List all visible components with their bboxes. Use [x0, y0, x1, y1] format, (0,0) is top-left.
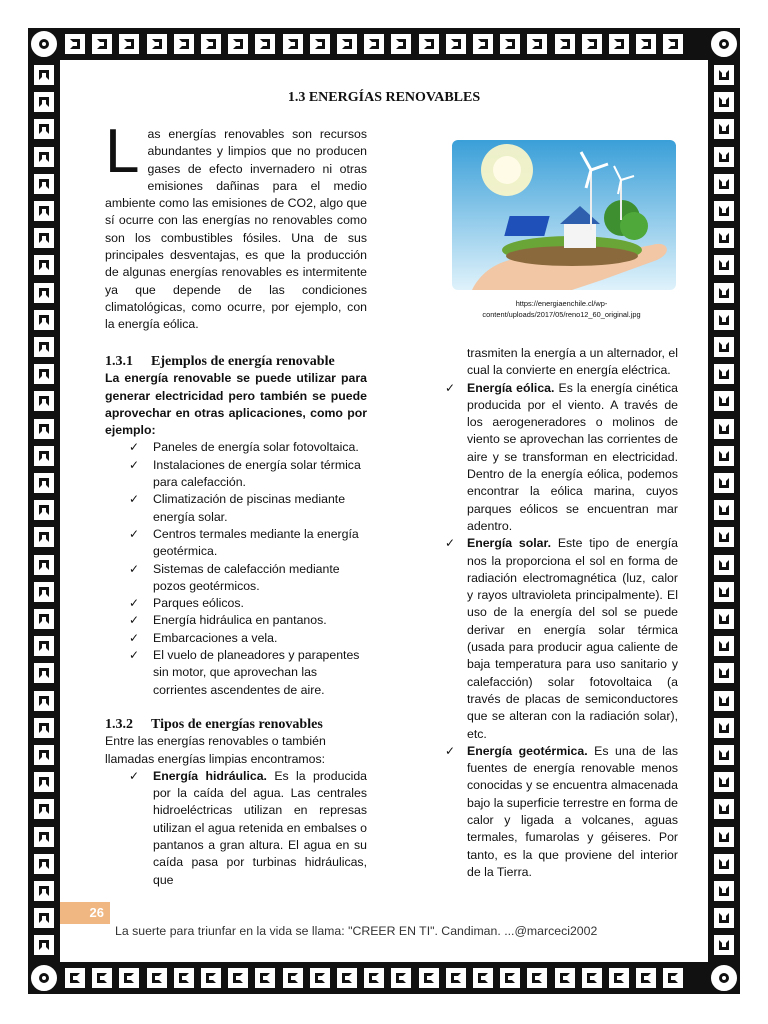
border-key-tile	[31, 225, 57, 251]
section-intro: La energía renovable se puede utilizar para generar electricidad pero también se puede aprovechar en otras aplicaciones, como por ejemplo:	[105, 371, 367, 438]
list-item-paragraph	[467, 535, 678, 743]
border-key-tile	[443, 31, 469, 57]
list-item-text: Es la energía cinética producida por el viento. A través de los aerogeneradores o molinos de viento se aprovechan las corrientes de aire y se transforman en electricidad. Dentro de la energía eólica, podemos encontrar la eólica marina, cuyos parques eólicos se encuentran mar adentro.	[467, 380, 678, 533]
border-key-tile	[388, 965, 414, 991]
border-key-tile	[31, 633, 57, 659]
border-key-tile	[198, 965, 224, 991]
right-column	[445, 345, 678, 881]
border-key-tile	[711, 361, 737, 387]
list-item	[105, 439, 367, 456]
border-key-tile	[307, 965, 333, 991]
border-key-tile	[711, 742, 737, 768]
border-key-tile	[606, 965, 632, 991]
border-key-tile	[711, 225, 737, 251]
checkmark-icon: ✓	[129, 440, 140, 455]
list-item-text: Embarcaciones a vela.	[153, 630, 278, 645]
list-item	[105, 457, 367, 492]
border-key-tile	[711, 660, 737, 686]
border-key-tile	[31, 715, 57, 741]
border-key-tile	[416, 31, 442, 57]
border-key-tile	[116, 965, 142, 991]
checkmark-icon: ✓	[129, 630, 140, 645]
border-key-tile	[711, 198, 737, 224]
border-key-tile	[711, 524, 737, 550]
border-key-tile	[31, 824, 57, 850]
intro-paragraph	[105, 117, 367, 334]
list-item-text: Parques eólicos.	[153, 596, 244, 611]
border-key-tile	[171, 965, 197, 991]
border-key-tile	[31, 878, 57, 904]
border-key-tile	[497, 31, 523, 57]
section-heading-types	[105, 716, 367, 733]
border-key-tile	[334, 31, 360, 57]
list-item	[445, 743, 678, 881]
image-caption: https://energiaenchile.cl/wp-content/uploads/2017/05/reno12_60_original.jpg	[482, 299, 641, 319]
border-key-tile	[524, 965, 550, 991]
border-key-tile	[361, 31, 387, 57]
section-intro: Entre las energías renovables o también llamadas energías limpias encontramos:	[105, 734, 326, 766]
list-item-text: Sistemas de calefacción mediante pozos geotérmicos.	[153, 561, 340, 593]
list-item-term: Energía eólica.	[467, 380, 555, 395]
border-key-tile	[31, 198, 57, 224]
border-key-tile	[31, 769, 57, 795]
list-item-paragraph	[467, 380, 678, 536]
border-key-tile	[225, 965, 251, 991]
border-key-tile	[711, 579, 737, 605]
border-key-tile	[711, 280, 737, 306]
border-key-tile	[31, 388, 57, 414]
border-key-tile	[31, 252, 57, 278]
border-corner-circle	[31, 31, 57, 57]
section-types	[105, 716, 367, 889]
list-item	[105, 647, 367, 699]
footer-quote: La suerte para triunfar en la vida se llama: "CREER EN TI". Candiman. ...@marceci2002	[115, 924, 598, 938]
section-heading-text: Tipos de energías renovables	[151, 717, 323, 732]
checkmark-icon: ✓	[445, 743, 456, 758]
border-corner-circle	[711, 965, 737, 991]
list-item	[445, 380, 678, 536]
border-key-tile	[252, 965, 278, 991]
intro-paragraph-block	[105, 117, 367, 334]
section-number: 1.3.1	[105, 354, 133, 369]
list-item-text: Este tipo de energía nos la proporciona el sol en forma de radiación electromagnética (luz, calor y rayos ultravioleta principalmente). El uso de la energía del sol se puede derivar en energía solar térmica (usada para producir agua caliente de baja temperatura para uso sanitario y calefacción) solar fotovoltaica (a través de placas de semiconductores que se alteran con la radiación solar), etc.	[467, 536, 679, 741]
border-key-tile	[552, 31, 578, 57]
list-item-paragraph	[153, 768, 367, 889]
border-key-tile	[31, 932, 57, 958]
list-item	[105, 630, 367, 647]
checkmark-icon: ✓	[129, 526, 140, 541]
border-key-tile	[31, 552, 57, 578]
border-key-tile	[171, 31, 197, 57]
drop-cap: L	[105, 117, 140, 186]
border-key-tile	[31, 497, 57, 523]
border-key-tile	[552, 965, 578, 991]
list-item	[445, 535, 678, 743]
list-item	[105, 491, 367, 526]
border-key-tile	[711, 62, 737, 88]
border-key-tile	[31, 579, 57, 605]
border-key-tile	[633, 31, 659, 57]
border-key-tile	[579, 31, 605, 57]
border-key-tile	[144, 31, 170, 57]
border-key-tile	[711, 796, 737, 822]
border-key-tile	[711, 307, 737, 333]
list-item-text: Instalaciones de energía solar térmica para calefacción.	[153, 457, 361, 490]
border-key-tile	[31, 470, 57, 496]
border-key-tile	[711, 171, 737, 197]
list-item-text: Climatización de piscinas mediante energía solar.	[153, 492, 346, 524]
border-key-tile	[711, 470, 737, 496]
border-key-tile	[711, 606, 737, 632]
energy-types-list	[445, 380, 678, 882]
border-key-tile	[711, 851, 737, 877]
border-key-tile	[711, 443, 737, 469]
border-key-tile	[711, 688, 737, 714]
border-key-tile	[31, 796, 57, 822]
border-key-tile	[711, 878, 737, 904]
border-key-tile	[711, 334, 737, 360]
border-key-tile	[31, 524, 57, 550]
list-item	[105, 526, 367, 561]
border-key-tile	[31, 89, 57, 115]
border-key-tile	[116, 31, 142, 57]
intro-text: as energías renovables son recursos abundantes y limpios que no producen gases de efecto invernadero ni otras emisiones dañinas para el medio ambiente como las emisiones de CO2, algo que sí ocurre con las energías no renovables como son los combustibles fósiles. Una de sus principales desventajas, es que la producción de algunas energías renovables es intermitente ya que depende de las condiciones climatológicas, como ocurre, por ejemplo, con la energía eólica.	[105, 127, 367, 332]
border-key-tile	[470, 31, 496, 57]
border-key-tile	[252, 31, 278, 57]
border-key-tile	[711, 388, 737, 414]
border-key-tile	[660, 31, 686, 57]
border-key-tile	[497, 965, 523, 991]
section-examples	[105, 353, 367, 699]
border-key-tile	[31, 307, 57, 333]
border-key-tile	[31, 171, 57, 197]
border-key-tile	[416, 965, 442, 991]
checkmark-icon: ✓	[129, 457, 140, 472]
page-content	[60, 60, 708, 962]
section-heading-examples	[105, 353, 367, 370]
border-key-tile	[31, 116, 57, 142]
border-key-tile	[443, 965, 469, 991]
section-number: 1.3.2	[105, 717, 133, 732]
list-item-text: Paneles de energía solar fotovoltaica.	[153, 440, 359, 455]
checkmark-icon: ✓	[129, 492, 140, 507]
border-key-tile	[388, 31, 414, 57]
page-title: 1.3 ENERGÍAS RENOVABLES	[287, 90, 481, 105]
border-key-tile	[711, 633, 737, 659]
list-item-text: Es una de las fuentes de energía renovable menos conocidas y se encuentra almacenada bajo la superficie terrestre en forma de calor y ligada a volcanes, aguas termales, fumarolas y géiseres. Por tanto, es la que proviene del interior de la Tierra.	[467, 743, 678, 879]
continuation-text: trasmiten la energía a un alternador, el cual la convierte en energía eléctrica.	[467, 346, 678, 378]
examples-list	[105, 439, 367, 698]
border-key-tile	[31, 280, 57, 306]
border-key-tile	[31, 660, 57, 686]
border-key-tile	[711, 715, 737, 741]
border-key-tile	[711, 769, 737, 795]
checkmark-icon: ✓	[129, 613, 140, 628]
border-key-tile	[31, 851, 57, 877]
border-key-tile	[307, 31, 333, 57]
list-item-text: El vuelo de planeadores y parapentes sin motor, que aprovechan las corrientes ascendentes de aire.	[153, 648, 360, 697]
page-number: 26	[60, 902, 110, 924]
checkmark-icon: ✓	[445, 380, 456, 395]
border-key-tile	[280, 965, 306, 991]
list-item	[105, 595, 367, 612]
border-key-tile	[89, 965, 115, 991]
border-key-tile	[711, 497, 737, 523]
border-key-tile	[606, 31, 632, 57]
border-key-tile	[89, 31, 115, 57]
renewable-energy-illustration	[452, 140, 676, 290]
border-key-tile	[711, 144, 737, 170]
border-key-tile	[711, 905, 737, 931]
border-key-tile	[470, 965, 496, 991]
checkmark-icon: ✓	[445, 536, 456, 551]
border-key-tile	[711, 552, 737, 578]
border-key-tile	[31, 416, 57, 442]
border-key-tile	[711, 116, 737, 142]
checkmark-icon: ✓	[129, 596, 140, 611]
border-key-tile	[198, 31, 224, 57]
border-key-tile	[144, 965, 170, 991]
section-heading-text: Ejemplos de energía renovable	[151, 354, 335, 369]
list-item	[105, 612, 367, 629]
list-item	[105, 768, 367, 889]
list-item-text: Es la producida por la caída del agua. Las centrales hidroeléctricas utilizan en represas utilizan el agua retenida en embalses o pantanos a gran altura. El agua en su caída pasa por turbinas hidráulicas, que	[153, 768, 368, 887]
border-key-tile	[334, 965, 360, 991]
list-item	[105, 561, 367, 596]
list-item-text: Centros termales mediante la energía geotérmica.	[153, 526, 359, 559]
border-key-tile	[711, 932, 737, 958]
border-key-tile	[31, 361, 57, 387]
list-item-text: Energía hidráulica en pantanos.	[153, 613, 327, 628]
list-item-paragraph	[467, 743, 678, 881]
border-key-tile	[31, 688, 57, 714]
border-key-tile	[711, 824, 737, 850]
border-key-tile	[225, 31, 251, 57]
checkmark-icon: ✓	[129, 768, 140, 783]
border-key-tile	[711, 416, 737, 442]
border-corner-circle	[31, 965, 57, 991]
border-key-tile	[361, 965, 387, 991]
types-list	[105, 768, 367, 889]
border-key-tile	[31, 905, 57, 931]
border-key-tile	[524, 31, 550, 57]
border-key-tile	[711, 89, 737, 115]
checkmark-icon: ✓	[129, 561, 140, 576]
border-key-tile	[31, 144, 57, 170]
list-item-term: Energía solar.	[467, 536, 552, 551]
border-key-tile	[62, 31, 88, 57]
checkmark-icon: ✓	[129, 648, 140, 663]
list-item-term: Energía geotérmica.	[467, 743, 588, 758]
list-item-term: Energía hidráulica.	[153, 768, 267, 783]
border-key-tile	[633, 965, 659, 991]
border-key-tile	[579, 965, 605, 991]
border-key-tile	[62, 965, 88, 991]
border-key-tile	[31, 606, 57, 632]
border-key-tile	[31, 62, 57, 88]
border-corner-circle	[711, 31, 737, 57]
border-key-tile	[31, 443, 57, 469]
border-key-tile	[660, 965, 686, 991]
border-key-tile	[31, 742, 57, 768]
border-key-tile	[280, 31, 306, 57]
border-key-tile	[31, 334, 57, 360]
border-key-tile	[711, 252, 737, 278]
